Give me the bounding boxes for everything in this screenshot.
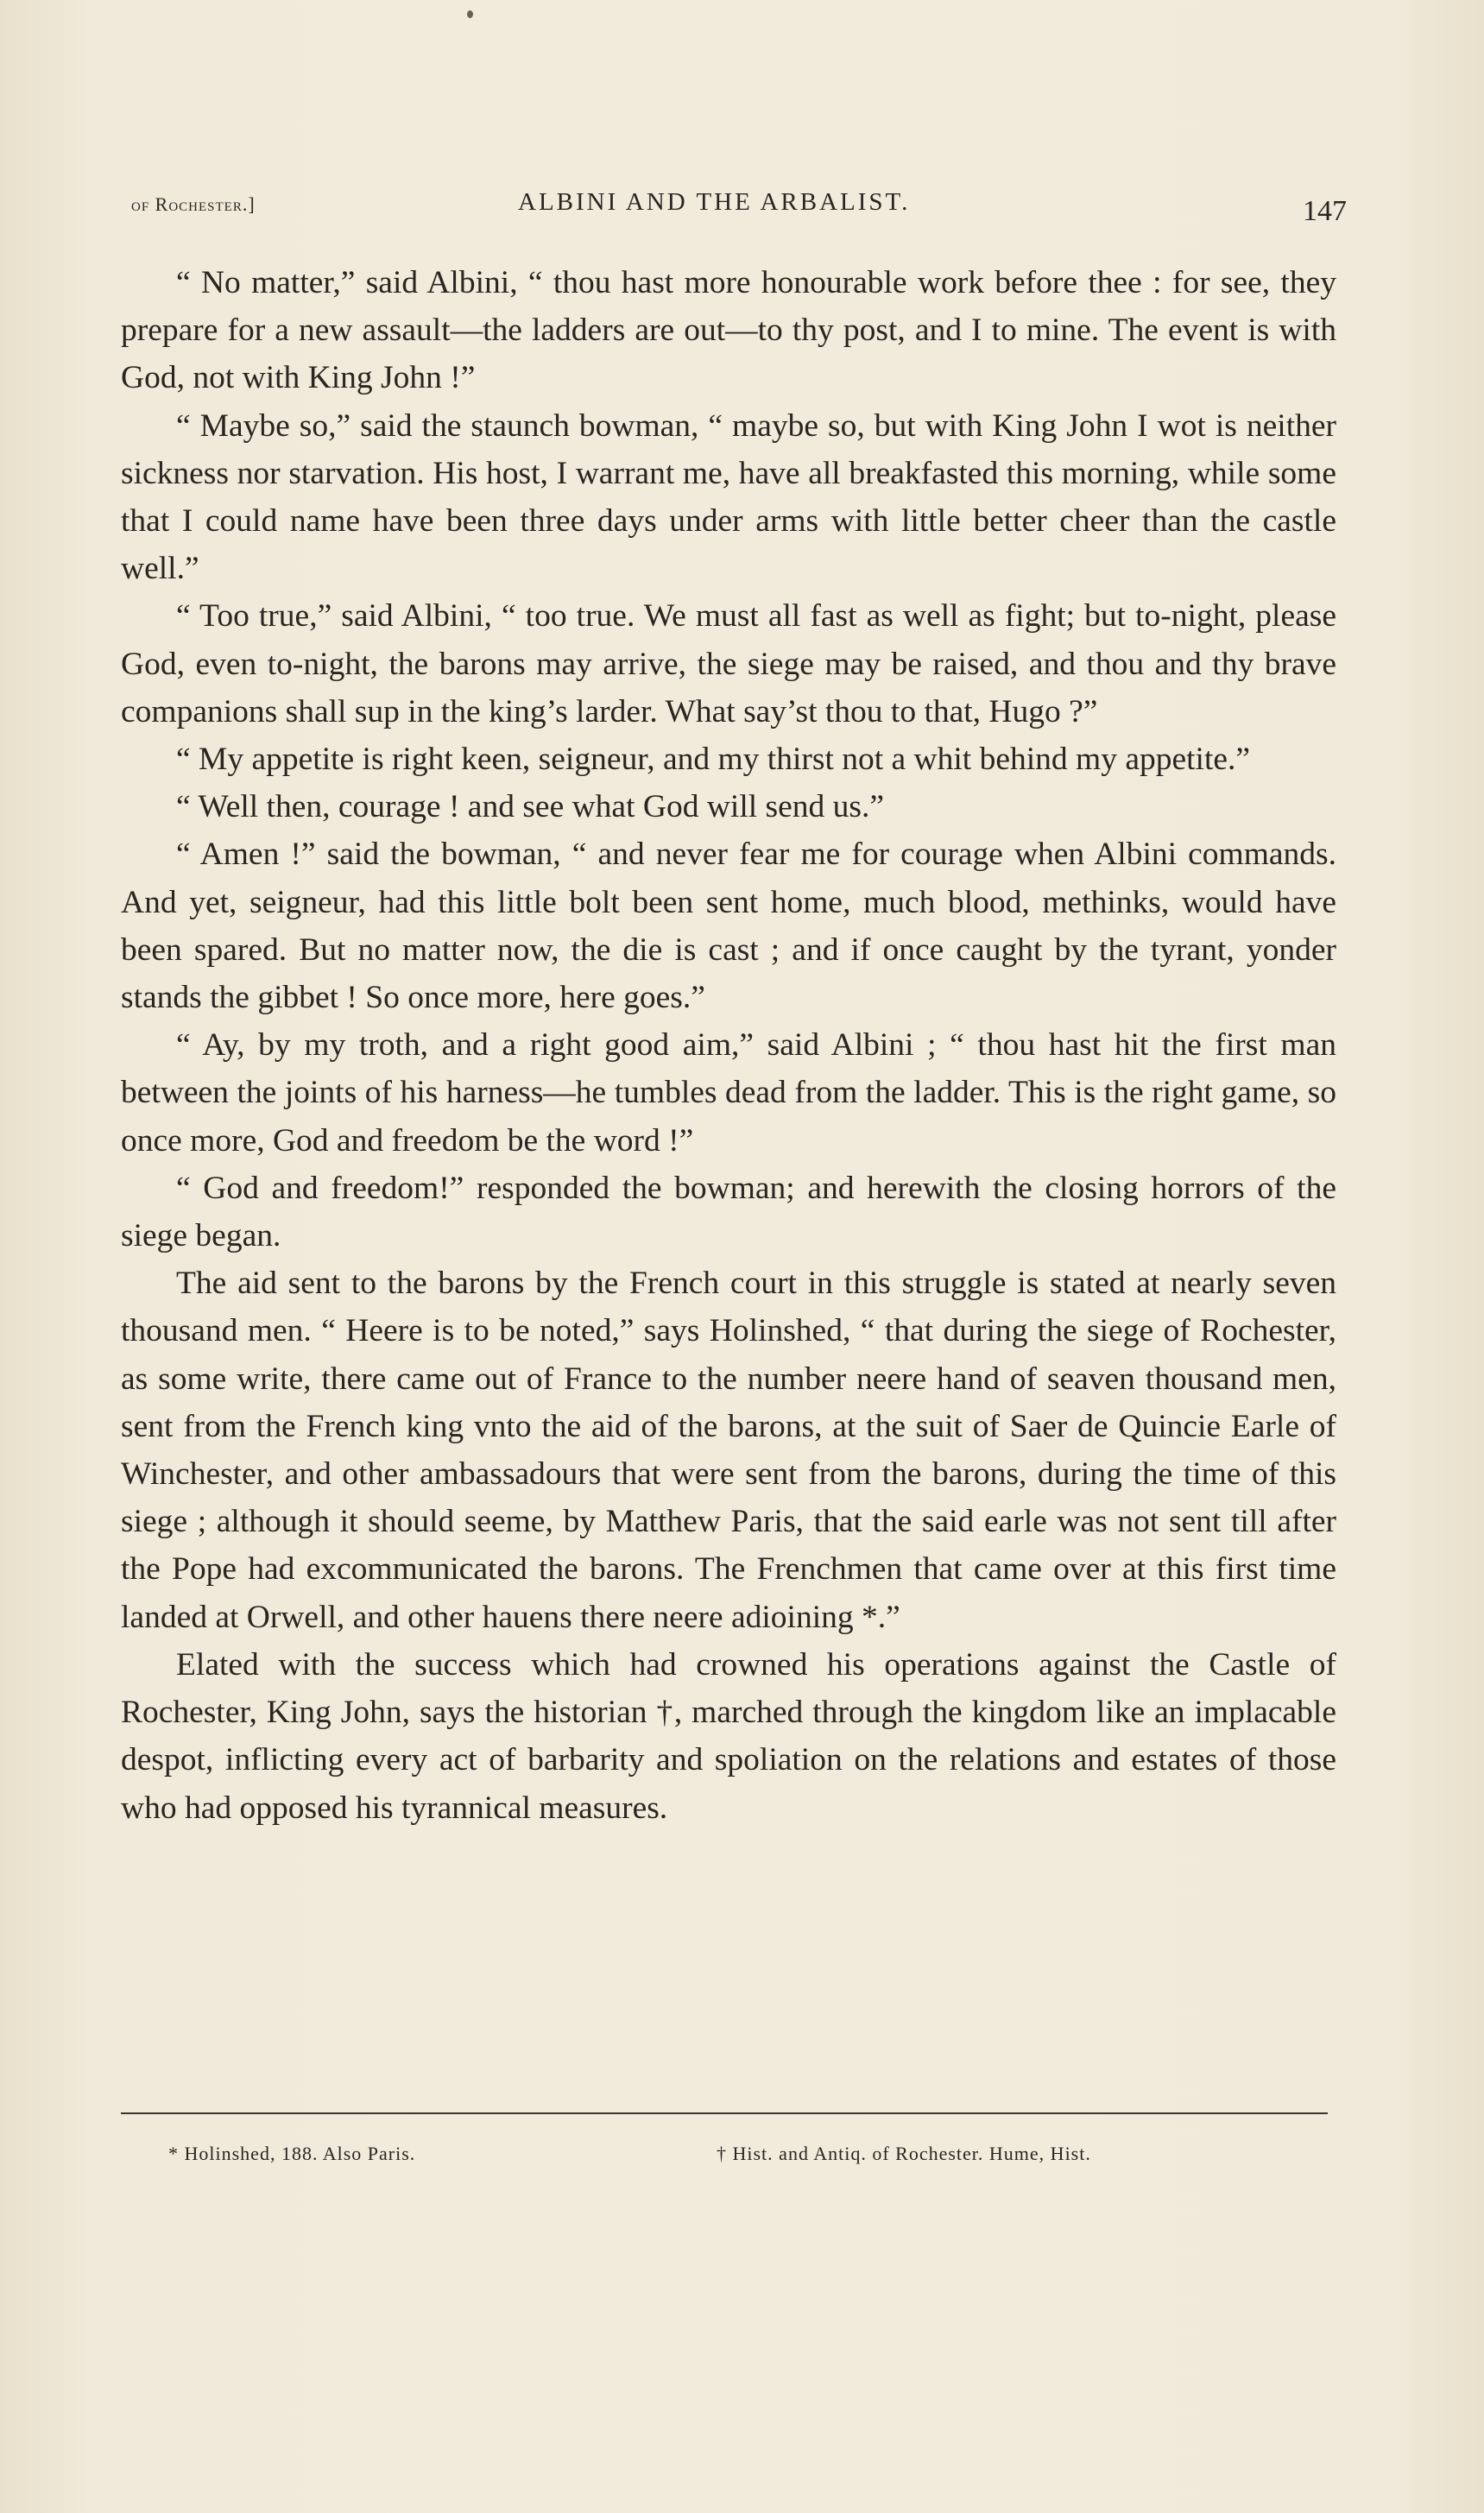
paragraph: “ Maybe so,” said the staunch bowman, “ maybe so, but with King John I wot is neither sickness nor starvation. His host, I warrant me, have all breakfasted this morning, while some that I could name have been three days under arms with little better cheer than the castle well.” (121, 407, 1336, 587)
footnote: * Holinshed, 188. Also Paris. (168, 2143, 416, 2164)
footnote-rule (121, 2112, 1328, 2114)
page-number: 147 (1303, 195, 1347, 227)
paragraph: The aid sent to the barons by the French court in this struggle is stated at nearly seven thousand men. “ Heere is to be noted,” says Holinshed, “ that during the siege of Rochester, as some write, there came out of France to the number neere hand of seaven thousand men, sent from the French king vnto the aid of the barons, at the suit of Saer de Quincie Earle of Winchester, and other ambassadours that were sent from the barons, during the time of this siege ; although it should seeme, by Matthew Paris, that the said earle was not sent till after the Pope had excommunicated the barons. The Frenchmen that came over at this first time landed at Orwell, and other hauens there neere adioining *.” (121, 1266, 1336, 1635)
footnote: † Hist. and Antiq. of Rochester. Hume, Hist. (717, 2143, 1091, 2164)
running-head-section: of Rochester.] (131, 193, 256, 215)
running-head (121, 188, 1347, 240)
body-text (121, 259, 1336, 1832)
running-head-title: ALBINI AND THE ARBALIST. (518, 188, 911, 216)
paragraph: “ Well then, courage ! and see what God will send us.” (176, 789, 885, 825)
footnotes (121, 2143, 1336, 2177)
paragraph: “ Ay, by my troth, and a right good aim,” said Albini ; “ thou hast hit the first man between the joints of his harness—he tumbles dead from the ladder. This is the right game, so once more, God and freedom be the word !” (121, 1027, 1336, 1159)
ink-speck (467, 10, 473, 18)
paragraph: “ No matter,” said Albini, “ thou hast more honourable work before thee : for see, they prepare for a new assault—the ladders are out—to thy post, and I to mine. The event is with God, not with King John !” (121, 265, 1336, 396)
paragraph: “ Too true,” said Albini, “ too true. We must all fast as well as fight; but to-night, please God, even to-night, the barons may arrive, the siege may be raised, and thou and thy brave companions shall sup in the king’s larder. What say’st thou to that, Hugo ?” (121, 598, 1336, 729)
paragraph: “ God and freedom!” responded the bowman; and herewith the closing horrors of the siege began. (121, 1170, 1336, 1254)
paragraph: Elated with the success which had crowned his operations against the Castle of Rochester, King John, says the historian †, marched through the kingdom like an implacable despot, inflicting every act of barbarity and spoliation on the relations and estates of those who had opposed his tyrannical measures. (121, 1646, 1336, 1826)
paragraph: “ My appetite is right keen, seigneur, and my thirst not a whit behind my appetite.” (176, 742, 1251, 778)
paragraph: “ Amen !” said the bowman, “ and never fear me for courage when Albini commands. And yet, seigneur, had this little bolt been sent home, much blood, methinks, would have been spared. But no matter now, the die is cast ; and if once caught by the tyrant, yonder stands the gibbet ! So once more, here goes.” (121, 837, 1336, 1016)
